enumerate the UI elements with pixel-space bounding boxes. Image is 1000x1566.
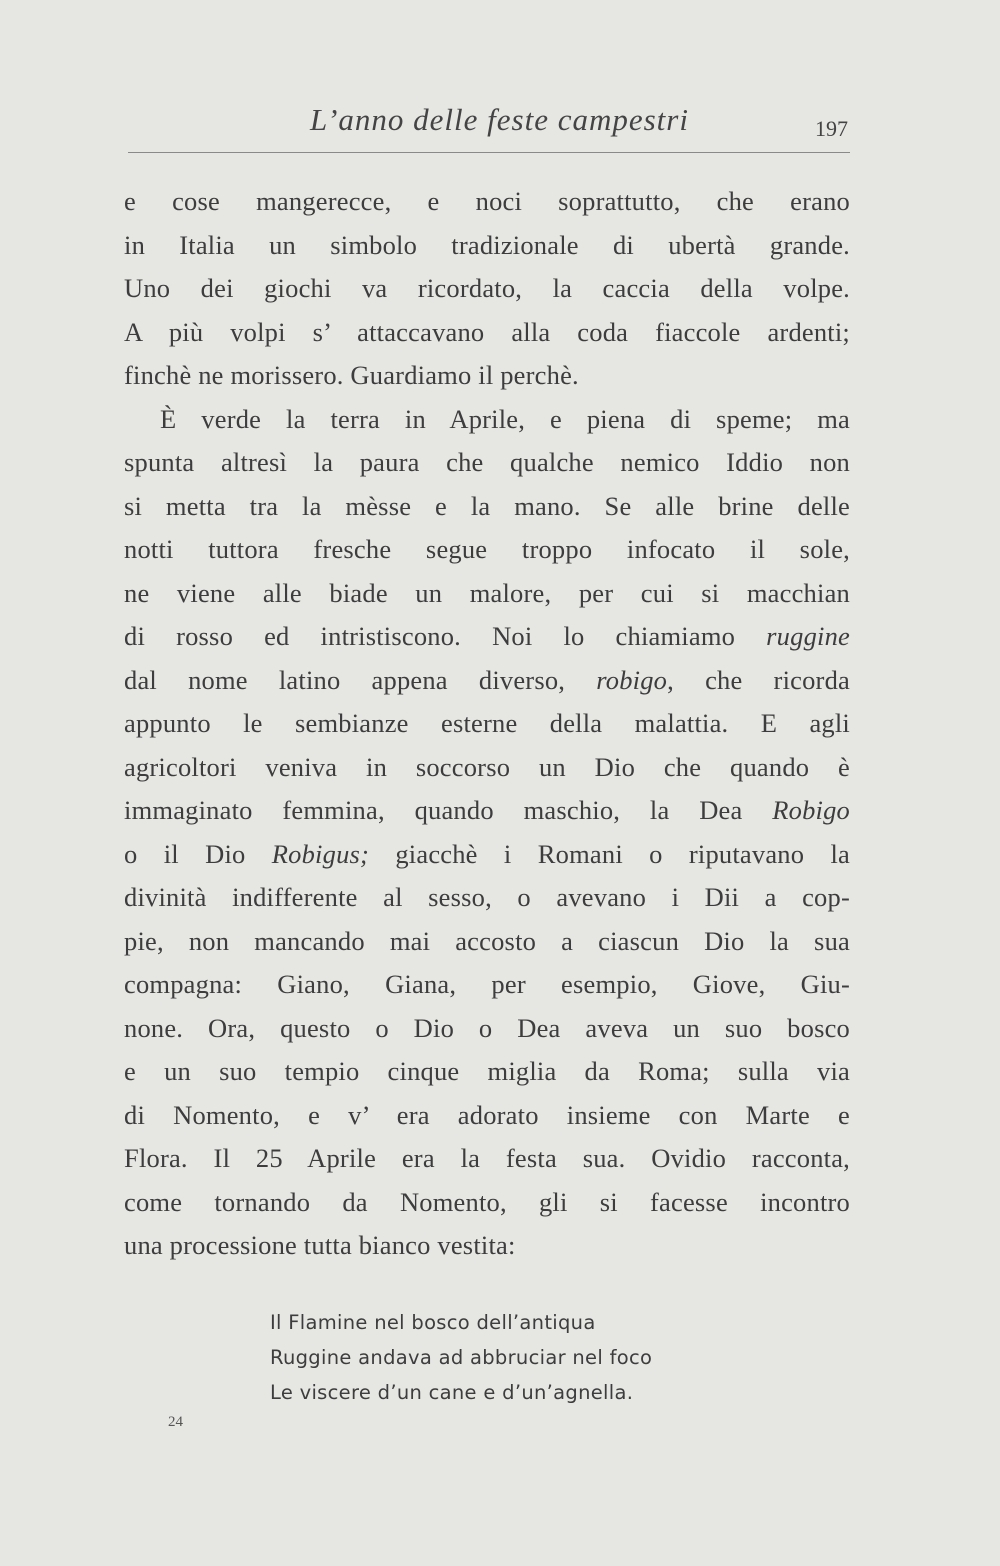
text-line [124,354,850,398]
text-segment: divinità indifferente al sesso, o avevano i Dii a cop- [124,882,850,912]
text-segment: agricoltori veniva in soccorso un Dio che quando è [124,751,850,782]
header-rule [128,152,850,153]
text-segment: di rosso ed intristiscono. Noi lo chiamiamo [124,621,767,651]
text-segment: È verde la terra in Aprile, e piena di speme; ma [160,403,850,434]
text-segment: appunto le sembianze esterne della malattia. E agli [124,708,850,738]
text-line [124,789,850,833]
italic-term: ruggine [766,621,850,651]
text-line [124,1094,850,1138]
text-segment: Flora. Il 25 Aprile era la festa sua. Ovidio racconta, [124,1143,850,1173]
text-line [124,1137,850,1181]
text-line [124,1007,850,1051]
text-line [124,485,850,529]
text-segment: in Italia un simbolo tradizionale di ubertà grande. [124,229,850,260]
text-line [124,224,850,268]
running-title: L’anno delle feste campestri [310,102,689,137]
text-segment: giacchè i Romani o riputavano la [369,838,851,869]
text-segment: immaginato femmina, quando maschio, la Dea [124,795,773,825]
text-line [124,1050,850,1094]
text-line [124,746,850,790]
text-segment: e un suo tempio cinque miglia da Roma; sulla via [124,1056,850,1086]
text-segment: e cose mangerecce, e noci soprattutto, che erano [124,186,850,216]
text-segment: finchè ne morissero. Guardiamo il perchè. [124,360,579,390]
text-line [124,528,850,572]
italic-term: robigo [596,664,668,695]
text-segment: compagna: Giano, Giana, per esempio, Giove, Giu- [124,969,850,999]
text-line [124,398,850,442]
text-line [124,267,850,311]
text-segment: notti tuttora fresche segue troppo infocato il sole, [124,534,850,564]
text-segment: una processione tutta bianco vestita: [124,1230,516,1260]
verse-line: Il Flamine nel bosco dell’antiqua [270,1311,596,1334]
text-line [124,180,850,224]
text-segment: come tornando da Nomento, gli si facesse incontro [124,1186,850,1217]
text-segment: pie, non mancando mai accosto a ciascun Dio la sua [124,925,850,956]
text-line [124,963,850,1007]
text-line [124,615,850,659]
text-line [124,659,850,703]
text-line [124,702,850,746]
text-line [124,572,850,616]
text-segment: A più volpi s’ attaccavano alla coda fiaccole ardenti; [124,316,850,347]
italic-term: Robigo [772,795,850,825]
text-line [124,833,850,877]
italic-term: Robigus; [271,838,370,869]
verse-line: Le viscere d’un cane e d’un’agnella. [270,1381,634,1404]
page-number: 197 [815,116,848,141]
text-line [124,876,850,920]
text-segment: si metta tra la mèsse e la mano. Se alle brine delle [124,490,850,521]
text-line [124,311,850,355]
text-line [124,1181,850,1225]
body-text [124,180,850,1268]
text-segment: dal nome latino appena diverso, [124,664,597,695]
text-segment: o il Dio [124,838,272,869]
text-segment: Uno dei giochi va ricordato, la caccia della volpe. [124,273,850,303]
text-line [124,920,850,964]
signature-mark: 24 [168,1414,183,1430]
text-segment: ne viene alle biade un malore, per cui si macchian [124,577,850,608]
text-line [124,441,850,485]
text-segment: none. Ora, questo o Dio o Dea aveva un suo bosco [124,1012,850,1043]
text-segment: , che ricorda [667,664,850,695]
text-segment: spunta altresì la paura che qualche nemico Iddio non [124,447,850,477]
text-segment: di Nomento, e v’ era adorato insieme con Marte e [124,1099,850,1130]
text-line [124,1224,850,1268]
running-head [128,96,850,156]
verse-line: Ruggine andava ad abbruciar nel foco [270,1346,653,1369]
verse-quotation [270,1305,730,1410]
